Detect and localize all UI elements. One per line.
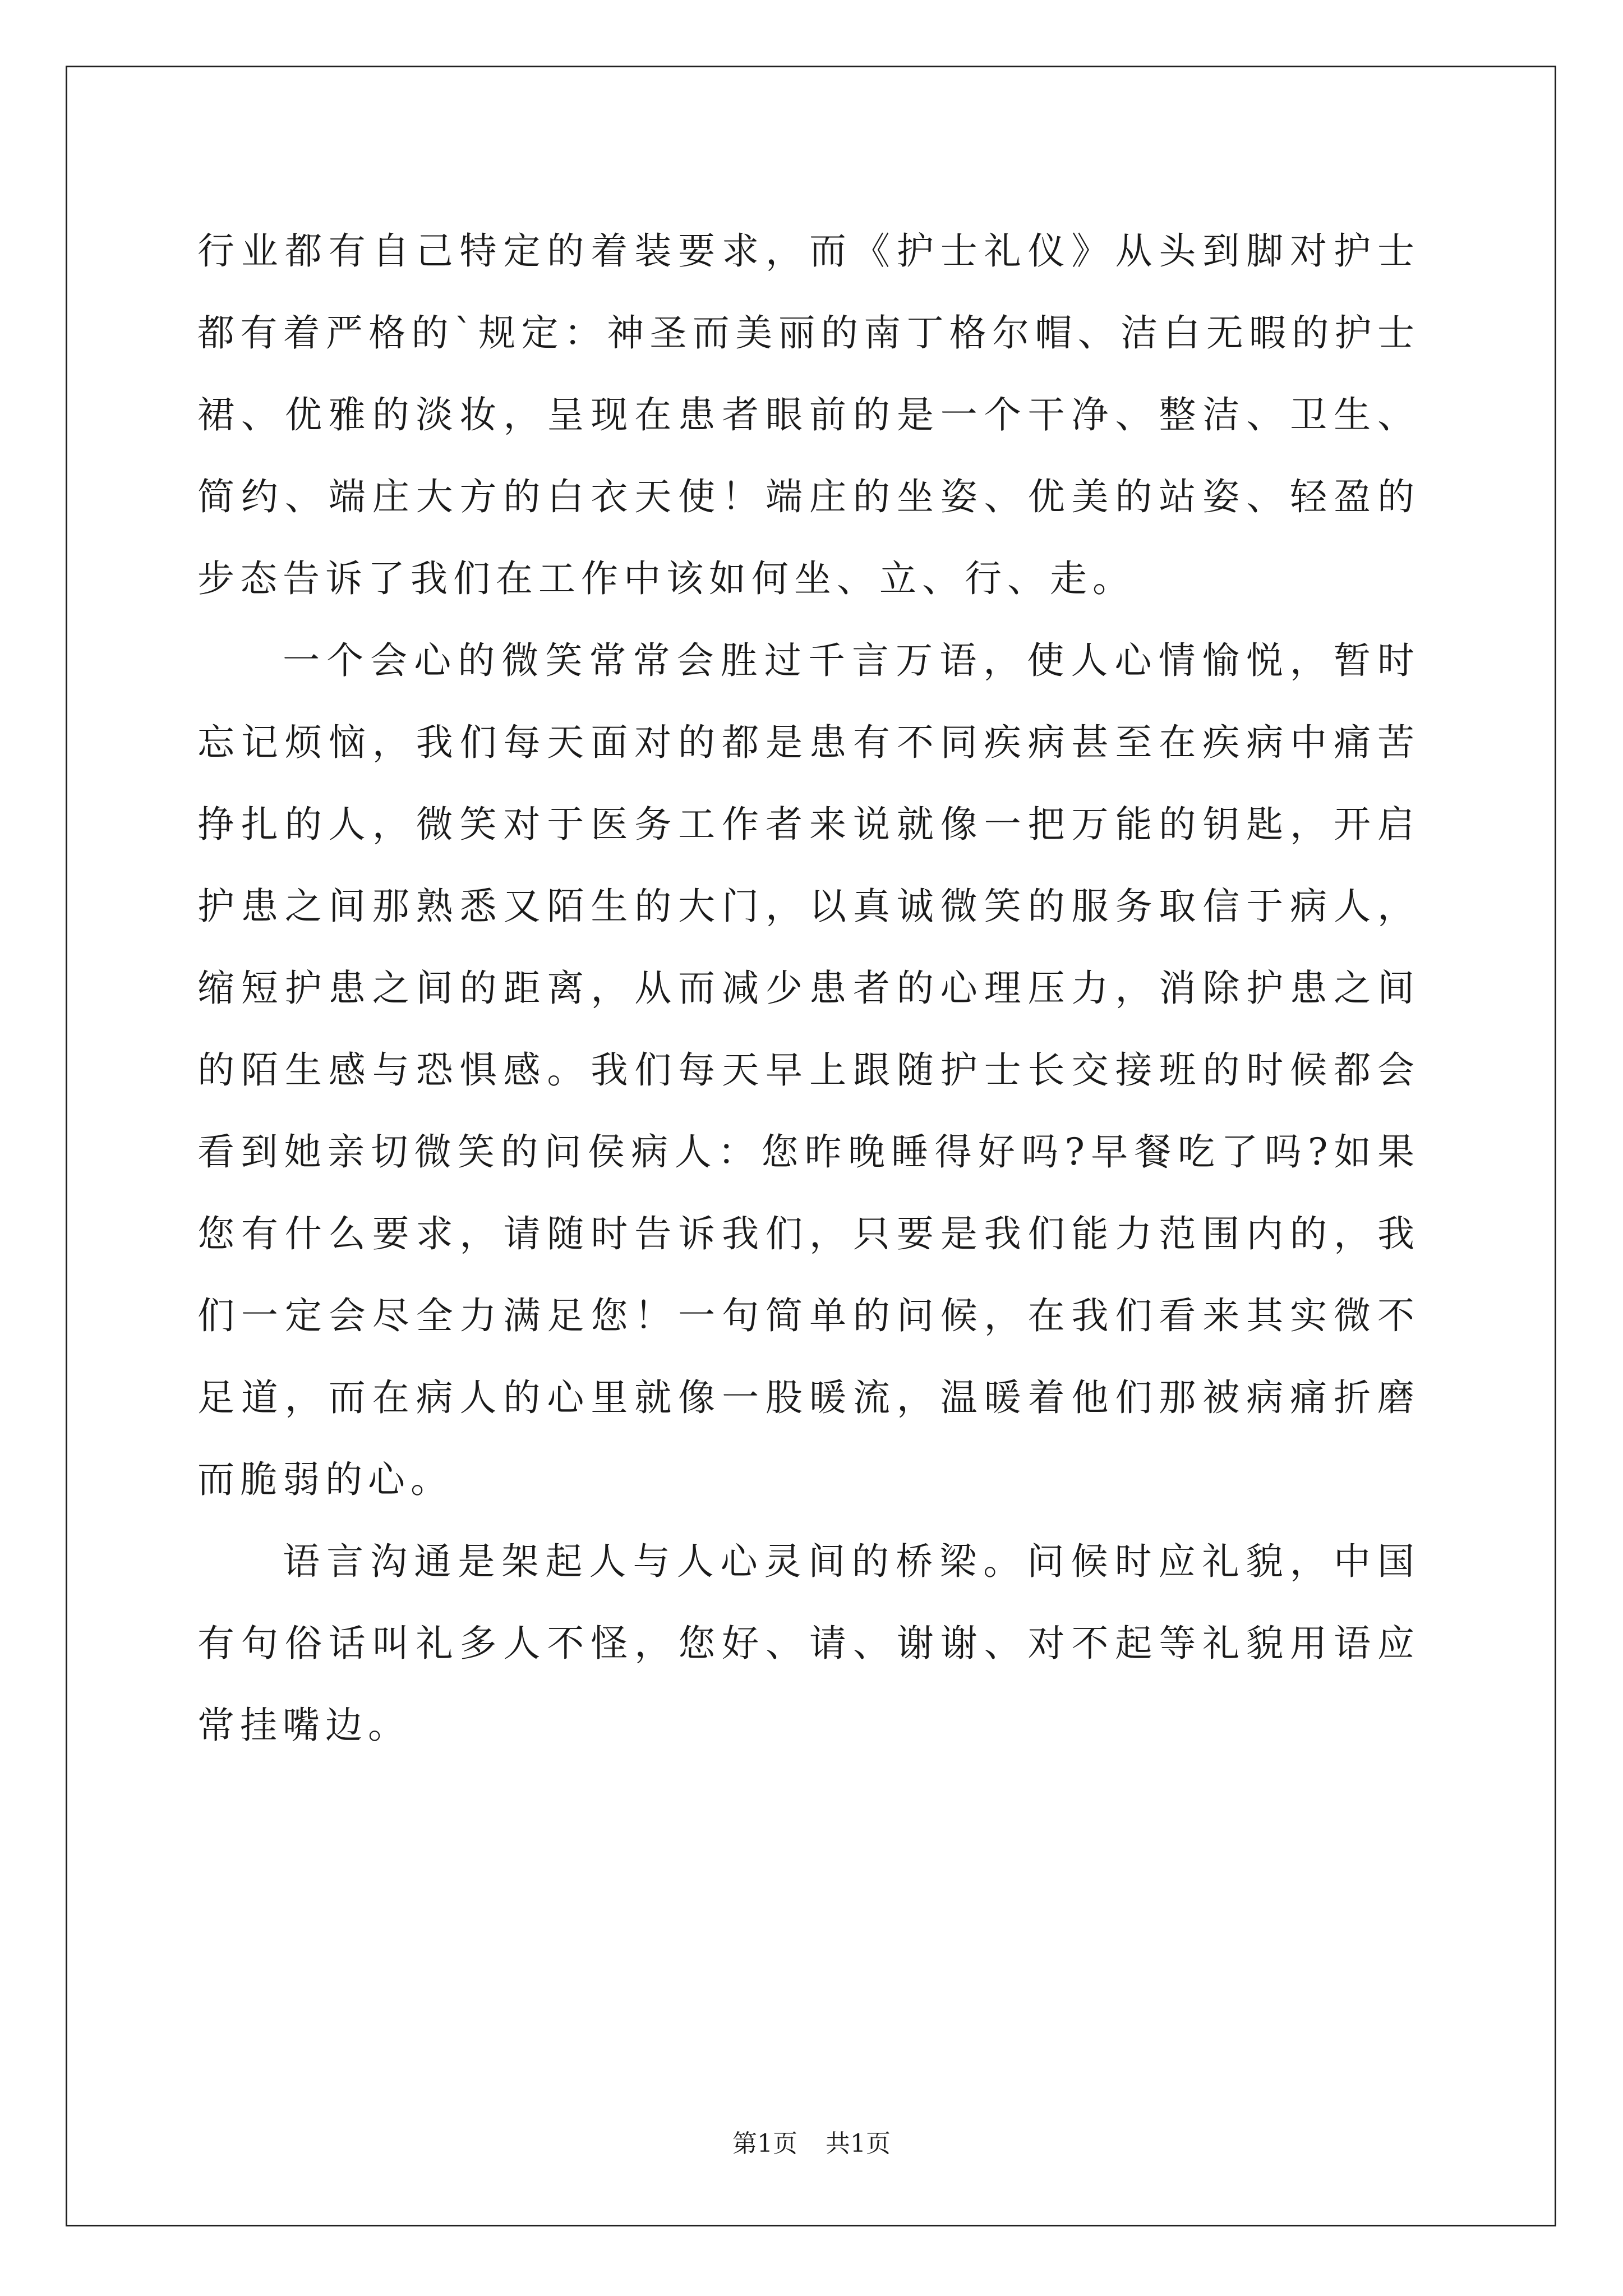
document-body bbox=[197, 210, 1420, 1766]
page-footer bbox=[0, 2123, 1623, 2159]
paragraph-3: 语言沟通是架起人与人心灵间的桥梁。问候时应礼貌，中国有句俗话叫礼多人不怪，您好、请、谢谢、对不起等礼貌用语应常挂嘴边。 bbox=[197, 1540, 1420, 1747]
page-number: 第1页 bbox=[732, 2129, 797, 2158]
page-total: 共1页 bbox=[826, 2129, 891, 2158]
paragraph-1: 行业都有自己特定的着装要求，而《护士礼仪》从头到脚对护士都有着严格的`规定：神圣而美丽的南丁格尔帽、洁白无暇的护士裙、优雅的淡妆，呈现在患者眼前的是一个干净、整洁、卫生、简约、端庄大方的白衣天使！端庄的坐姿、优美的站姿、轻盈的步态告诉了我们在工作中该如何坐、立、行、走。 bbox=[197, 229, 1420, 600]
paragraph-2: 一个会心的微笑常常会胜过千言万语，使人心情愉悦，暂时忘记烦恼，我们每天面对的都是患有不同疾病甚至在疾病中痛苦挣扎的人，微笑对于医务工作者来说就像一把万能的钥匙，开启护患之间那熟悉又陌生的大门，以真诚微笑的服务取信于病人，缩短护患之间的距离，从而减少患者的心理压力，消除护患之间的陌生感与恐惧感。我们每天早上跟随护士长交接班的时候都会看到她亲切微笑的问侯病人：您昨晚睡得好吗?早餐吃了吗?如果您有什么要求，请随时告诉我们，只要是我们能力范围内的，我们一定会尽全力满足您！一句简单的问候，在我们看来其实微不足道，而在病人的心里就像一股暖流，温暖着他们那被病痛折磨而脆弱的心。 bbox=[197, 639, 1420, 1501]
